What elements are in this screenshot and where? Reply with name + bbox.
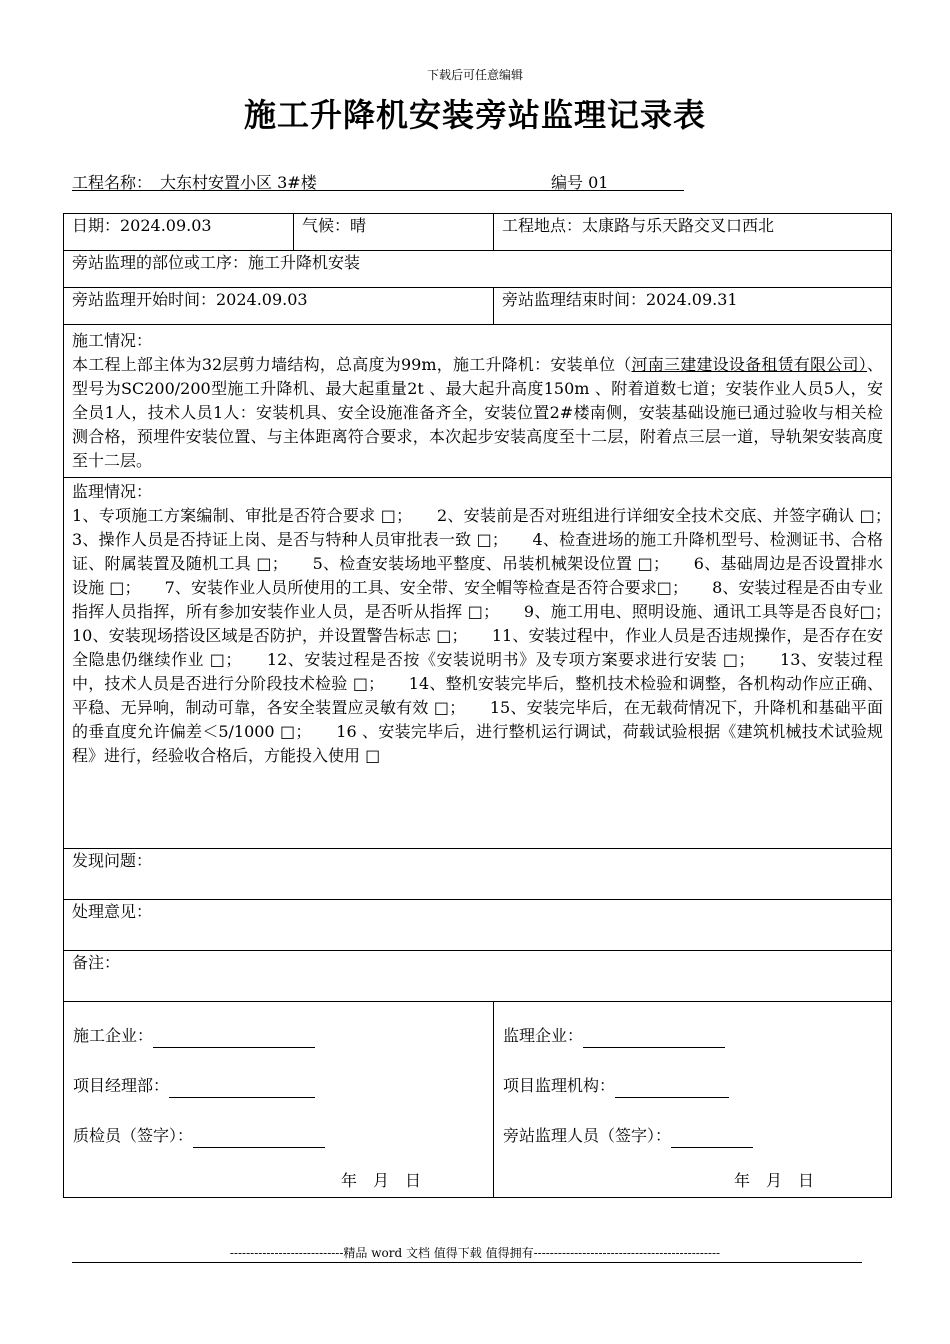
contractor-company-line — [73, 1024, 315, 1048]
construction-label: 施工情况： — [72, 331, 153, 350]
project-manager-label: 项目经理部： — [73, 1076, 170, 1095]
install-company: 河南三建建设设备租赁有限公司） — [631, 355, 867, 374]
page-title: 施工升降机安装旁站监理记录表 — [243, 96, 706, 134]
construction-cell — [64, 325, 892, 478]
footer-text: ----------------------------精品 word 文档 值得下载 值得拥有---------------------------------------------- — [229, 1246, 721, 1260]
contractor-sign-area — [64, 1002, 494, 1198]
remarks-label: 备注： — [72, 953, 121, 972]
construction-text — [72, 353, 883, 473]
part-cell: 旁站监理的部位或工序：施工升降机安装 — [64, 251, 892, 288]
weather-cell: 气候：晴 — [294, 214, 494, 251]
supervisor-signature-field[interactable] — [671, 1129, 753, 1148]
start-time-cell: 旁站监理开始时间：2024.09.03 — [64, 288, 494, 325]
project-line — [72, 170, 684, 191]
supervision-text: 1、专项施工方案编制、审批是否符合要求 □； 2、安装前是否对班组进行详细安全技术交底、并签字确认 □； 3、操作人员是否持证上岗、是否与特种人员审批表一致 □； 4、检查进场的施工升降机型号、检测证书、合格证、附属装置及随机工具 □； 5、检查安装场地平整度、吊装机械架设位置 □； 6、基础周边是否设置排水设施 □； 7、安装作业人员所使用的工具、安全带、安全帽等检查是否符合要求□； 8、安装过程是否由专业指挥人员指挥，所有参加安装作业人员，是否听从指挥 □； 9、施工用电、照明设施、通讯工具等是否良好□； 10、安装现场搭设区域是否防护，并设置警告标志 □； 11、安装过程中，作业人员是否违规操作，是否存在安全隐患仍继续作业 □； 12、安装过程是否按《安装说明书》及专项方案要求进行安装 □； 13、安装过程中，技术人员是否进行分阶段技术检验 □； 14、整机安装完毕后，整机技术检验和调整，各机构动作应正确、平稳、无异响，制动可靠，各安全装置应灵敏有效 □； 15、安装完毕后，在无载荷情况下，升降机和基础平面的垂直度允许偏差＜5/1000 □； 16 、安装完毕后，进行整机运行调试，荷载试验根据《建筑机械技术试验规程》进行，经验收合格后，方能投入使用 □ — [72, 506, 916, 765]
remarks-cell — [64, 951, 892, 1002]
top-note: 下载后可任意编辑 — [426, 68, 523, 82]
supervision-cell — [64, 478, 916, 849]
inspector-line — [73, 1124, 325, 1148]
issues-label: 发现问题： — [72, 851, 153, 870]
supervisor-company-label: 监理企业： — [503, 1026, 584, 1045]
contractor-date: 年 月 日 — [341, 1171, 422, 1190]
supervisor-person-line — [503, 1124, 753, 1148]
supervision-org-field[interactable] — [615, 1079, 729, 1098]
footer-rule — [72, 1262, 862, 1263]
location-cell: 工程地点：太康路与乐天路交叉口西北 — [494, 214, 892, 251]
opinion-cell — [64, 900, 892, 951]
inspector-label: 质检员（签字）： — [73, 1126, 194, 1145]
supervision-org-line — [503, 1074, 729, 1098]
project-manager-line — [73, 1074, 315, 1098]
supervision-label: 监理情况： — [72, 482, 153, 501]
record-table — [63, 213, 916, 1198]
end-time-cell: 旁站监理结束时间：2024.09.31 — [494, 288, 892, 325]
record-number: 编号 01 — [551, 173, 609, 192]
supervisor-company-field[interactable] — [583, 1029, 725, 1048]
supervisor-person-label: 旁站监理人员（签字）： — [503, 1126, 672, 1145]
supervisor-date: 年 月 日 — [734, 1171, 815, 1190]
date-cell: 日期：2024.09.03 — [64, 214, 294, 251]
project-manager-field[interactable] — [169, 1079, 315, 1098]
project-label: 工程名称： — [72, 173, 145, 192]
supervision-org-label: 项目监理机构： — [503, 1076, 616, 1095]
opinion-label: 处理意见： — [72, 902, 153, 921]
issues-cell — [64, 849, 892, 900]
supervisor-sign-area — [494, 1002, 892, 1198]
construction-text-b: 、型号为SC200/200型施工升降机、最大起重量2t 、最大起升高度150m 、附着道数七道；安装作业人员5人，安全员1人，技术人员1人：安装机具、安全设施准备齐全，安装位置2#楼南侧，安装基础设施已通过验收与相关检测合格，预埋件安装位置、与主体距离符合要求，本次起步安装高度至十二层，附着点三层一道，导轨架安装高度至十二层。 — [72, 355, 883, 470]
supervisor-company-line — [503, 1024, 725, 1048]
construction-text-a: 本工程上部主体为32层剪力墙结构，总高度为99m，施工升降机：安装单位（ — [72, 355, 632, 374]
contractor-company-label: 施工企业： — [73, 1026, 154, 1045]
project-name-field — [72, 170, 317, 193]
inspector-signature-field[interactable] — [193, 1129, 325, 1148]
project-name: 大东村安置小区 3#楼 — [160, 173, 317, 192]
contractor-company-field[interactable] — [153, 1029, 315, 1048]
